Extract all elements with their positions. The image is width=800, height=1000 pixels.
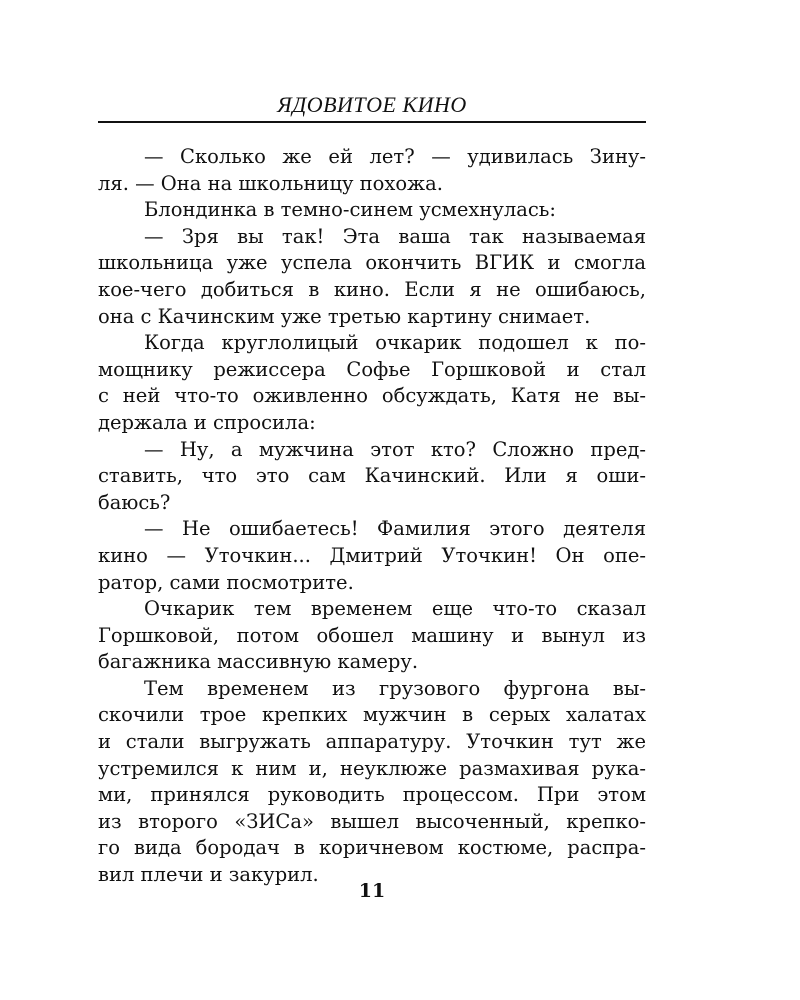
text-line: держала и спросила: [98, 410, 316, 434]
text-line: баюсь? [98, 490, 171, 514]
running-title: ЯДОВИТОЕ КИНО [277, 92, 467, 117]
text-line: Тем временем из грузового фургона вы- [144, 676, 646, 700]
text-line: — Зря вы так! Эта ваша так называемая [144, 224, 646, 248]
text-line: с ней что-то оживленно обсуждать, Катя не вы- [98, 384, 646, 408]
text-line: и стали выгружать аппаратуру. Уточкин тут же [98, 730, 646, 754]
text-line: ми, принялся руководить процессом. При этом [98, 783, 646, 807]
header-rule [98, 121, 646, 123]
text-line: школьница уже успела окончить ВГИК и смогла [98, 251, 646, 275]
text-line: устремился к ним и, неуклюже размахивая рука- [98, 756, 646, 780]
text-line: багажника массивную камеру. [98, 650, 419, 674]
body-text [98, 144, 646, 889]
text-line: — Сколько же ей лет? — удивилась Зину- [144, 145, 646, 168]
text-line: — Не ошибаетесь! Фамилия этого деятеля [144, 517, 646, 541]
text-line: кино — Уточкин... Дмитрий Уточкин! Он опе- [98, 543, 646, 567]
text-line: ставить, что это сам Качинский. Или я оши- [98, 464, 646, 488]
text-line: Очкарик тем временем еще что-то сказал [144, 597, 646, 621]
text-line: из второго «ЗИСа» вышел высоченный, крепко- [98, 809, 646, 833]
text-line: го вида бородач в коричневом костюме, распра- [98, 836, 646, 860]
page-number: 11 [358, 880, 386, 902]
text-line: вил плечи и закурил. [98, 863, 319, 887]
text-line: скочили трое крепких мужчин в серых халатах [98, 703, 646, 727]
text-line: она с Качинским уже третью картину снимает. [98, 304, 591, 328]
text-line: Горшковой, потом обошел машину и вынул из [98, 623, 646, 647]
text-line: мощнику режиссера Софье Горшковой и стал [98, 357, 646, 381]
text-line: кое-чего добиться в кино. Если я не ошибаюсь, [98, 277, 646, 301]
text-line: ратор, сами посмотрите. [98, 570, 354, 594]
text-line: ля. — Она на школьницу похожа. [98, 171, 443, 195]
text-line: — Ну, а мужчина этот кто? Сложно пред- [144, 437, 646, 461]
text-line: Блондинка в темно-синем усмехнулась: [144, 198, 556, 222]
text-line: Когда круглолицый очкарик подошел к по- [144, 331, 646, 355]
